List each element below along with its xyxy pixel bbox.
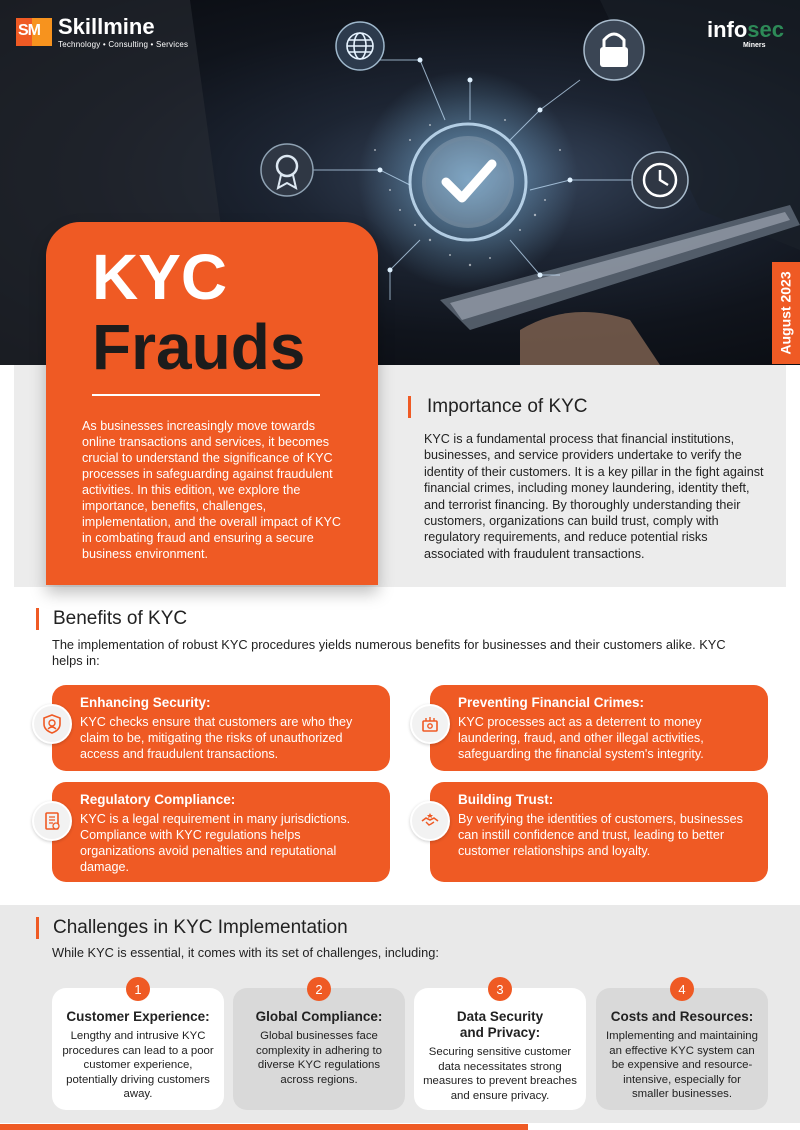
challenge-number: 1: [126, 977, 150, 1001]
compliance-document-icon: [32, 801, 72, 841]
infosec-name-info: info: [706, 17, 748, 42]
infosec-sub: Miners: [742, 42, 766, 49]
challenge-text: Global businesses face complexity in adhering to diverse KYC regulations across regions.: [256, 1030, 382, 1086]
challenges-title: Challenges in KYC Implementation: [36, 917, 348, 939]
benefit-title: Regulatory Compliance:: [80, 792, 236, 807]
challenge-card-customer-experience: [52, 988, 224, 1110]
importance-text: KYC is a fundamental process that financial institutions, businesses, and service providers undertake to verify the identity of their customers. It is a key pillar in the fight against financial crimes, including money laundering, identity theft, and terrorist financing. By thoroughly understanding their customers, organizations can build trust, comply with regulatory requirements, and reduce potential risks associated with fraudulent transactions.: [424, 432, 764, 561]
title-divider: [92, 394, 320, 396]
importance-title: Importance of KYC: [408, 396, 588, 418]
edition-date: August 2023: [778, 271, 794, 355]
benefit-title: Building Trust:: [458, 792, 554, 807]
challenge-title: Customer Experience:: [66, 1009, 210, 1024]
infosec-logo: [707, 18, 784, 49]
benefit-title: Preventing Financial Crimes:: [458, 695, 645, 710]
benefits-title: Benefits of KYC: [36, 608, 187, 630]
title-kyc: KYC: [92, 241, 228, 313]
challenge-title: Data Security and Privacy:: [456, 1009, 544, 1040]
benefits-desc: The implementation of robust KYC procedures yields numerous benefits for businesses and their customers alike. KYC helps in:: [52, 637, 726, 668]
benefit-text: KYC checks ensure that customers are who they claim to be, mitigating the risks of unauthorized access and fraudulent transactions.: [80, 715, 353, 761]
benefit-card-regulatory: [52, 782, 390, 882]
skillmine-logo: [16, 14, 188, 50]
challenge-number: 2: [307, 977, 331, 1001]
title-frauds: Frauds: [92, 311, 306, 383]
challenge-card-costs: [596, 988, 768, 1110]
security-icon: [32, 704, 72, 744]
challenge-text: Securing sensitive customer data necessitates strong measures to prevent breaches and ensure privacy.: [423, 1046, 577, 1102]
skillmine-tagline: Technology • Consulting • Services: [58, 39, 189, 49]
edition-date-band: [772, 262, 800, 364]
crime-prevention-icon: [410, 704, 450, 744]
challenge-text: Lengthy and intrusive KYC procedures can lead to a poor customer experience, potentially driving customers away.: [62, 1030, 214, 1101]
benefit-title: Enhancing Security:: [80, 695, 211, 710]
challenge-text: Implementing and maintaining an effective KYC system can be expensive and resource-intensive, especially for smaller businesses.: [606, 1030, 758, 1101]
benefit-card-financial-crimes: [430, 685, 768, 771]
benefit-card-trust: [430, 782, 768, 882]
benefit-text: KYC processes act as a deterrent to money laundering, fraud, and other illegal activities, safeguarding the financial system's integrity.: [458, 715, 704, 761]
handshake-trust-icon: [410, 801, 450, 841]
benefit-card-security: [52, 685, 390, 771]
challenge-card-data-security: [414, 988, 586, 1110]
infosec-name-sec: sec: [747, 17, 784, 42]
challenges-desc: While KYC is essential, it comes with its set of challenges, including:: [52, 945, 439, 960]
challenge-number: 4: [670, 977, 694, 1001]
benefit-text: By verifying the identities of customers, businesses can instill confidence and trust, leading to better customer relationships and loyalty.: [458, 812, 743, 858]
title-card: [46, 222, 378, 585]
skillmine-name: Skillmine: [58, 13, 155, 39]
challenge-card-global-compliance: [233, 988, 405, 1110]
challenge-title: Costs and Resources:: [610, 1009, 754, 1024]
intro-text: As businesses increasingly move towards online transactions and services, it becomes crucial to understand the significance of KYC processes in safeguarding against fraudulent activities. In this edition, we explore the importance, benefits, challenges, implementation, and the overall impact of KYC in combating fraud and ensuring a secure business environment.: [82, 419, 342, 561]
footer-accent-bar: [0, 1124, 528, 1130]
skillmine-mark-icon: SM: [16, 14, 52, 50]
challenge-number: 3: [488, 977, 512, 1001]
benefit-text: KYC is a legal requirement in many jurisdictions. Compliance with KYC regulations helps organizations avoid penalties and reputational damage.: [80, 812, 351, 874]
challenge-title: Global Compliance:: [255, 1009, 383, 1024]
